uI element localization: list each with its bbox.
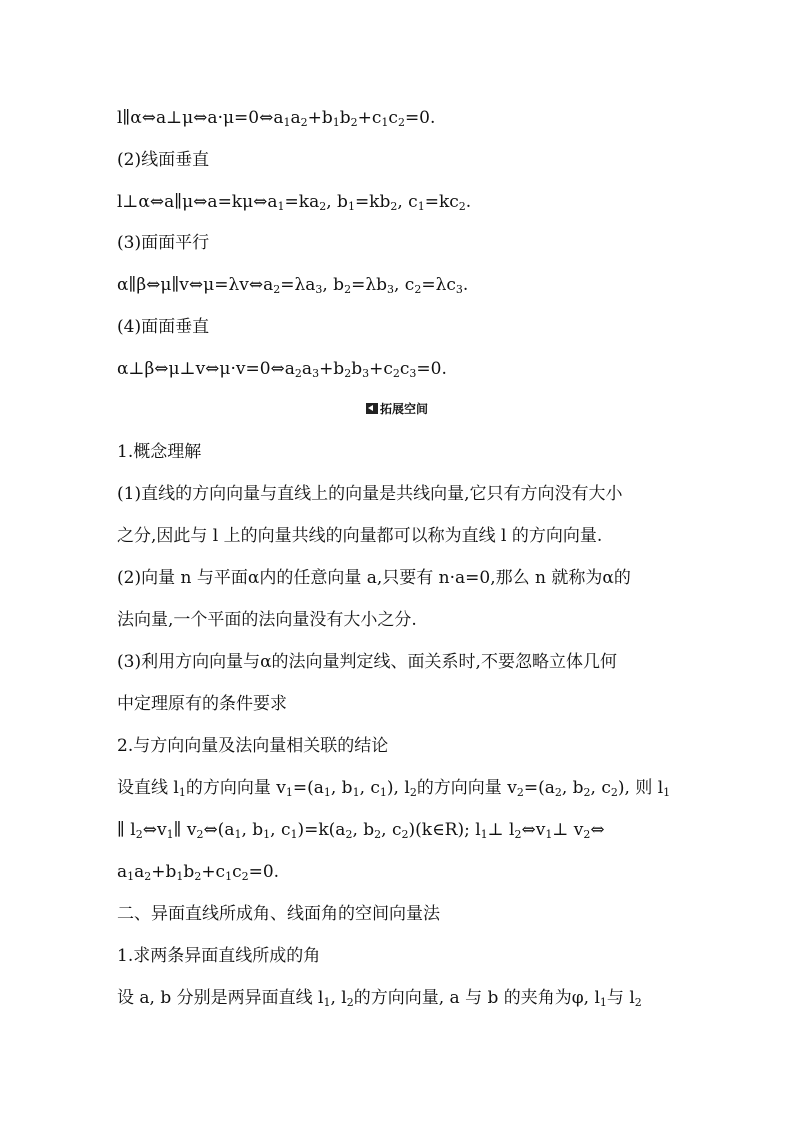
- text-line: [117, 859, 687, 885]
- text-run: (2)线面垂直: [117, 150, 210, 170]
- text-run: , c: [590, 778, 611, 798]
- subscript: 1: [178, 786, 186, 799]
- subscript: 1: [599, 996, 607, 1009]
- subscript: 2: [135, 828, 143, 841]
- text-run: =kc: [424, 192, 459, 212]
- text-run: b: [339, 108, 351, 128]
- text-line: [117, 691, 687, 717]
- text-run: , b: [352, 820, 375, 840]
- text-run: .: [462, 275, 469, 295]
- text-line: [117, 775, 687, 801]
- subscript: 3: [409, 367, 417, 380]
- subscript: 1: [234, 828, 242, 841]
- subscript: 1: [663, 786, 671, 799]
- text-run: a: [134, 862, 145, 882]
- text-run: , b: [322, 275, 345, 295]
- subscript: 1: [285, 786, 293, 799]
- text-run: a: [290, 108, 301, 128]
- subscript: 1: [323, 996, 331, 1009]
- subscript: 2: [345, 828, 353, 841]
- text-run: , c: [393, 275, 415, 295]
- subscript: 2: [196, 828, 204, 841]
- subscript: 3: [362, 367, 370, 380]
- text-run: , b: [326, 192, 348, 212]
- subscript: 2: [610, 786, 618, 799]
- subscript: 1: [417, 200, 425, 213]
- subscript: 2: [241, 870, 249, 883]
- subscript: 1: [166, 828, 174, 841]
- text-line: [117, 481, 687, 507]
- text-line: [117, 565, 687, 591]
- text-run: 2.与方向向量及法向量相关联的结论: [117, 736, 389, 756]
- text-run: ), 则 l: [617, 778, 664, 798]
- subscript: 1: [347, 200, 355, 213]
- text-run: , b: [241, 820, 264, 840]
- text-run: =λb: [351, 275, 387, 295]
- subscript: 3: [312, 367, 320, 380]
- text-run: b: [351, 359, 363, 379]
- text-run: , c: [359, 778, 380, 798]
- text-run: 1.概念理解: [117, 442, 202, 462]
- text-run: 设 a, b 分别是两异面直线 l: [117, 988, 324, 1008]
- text-run: .: [465, 192, 472, 212]
- text-line: [117, 817, 687, 843]
- subscript: 2: [392, 367, 400, 380]
- text-run: ⇔(a: [203, 820, 235, 840]
- subscript: 2: [344, 367, 352, 380]
- text-run: , b: [330, 778, 353, 798]
- text-run: +c: [357, 108, 382, 128]
- text-run: (4)面面垂直: [117, 317, 210, 337]
- section-heading: [117, 943, 687, 969]
- subscript: 1: [127, 870, 135, 883]
- text-run: 设直线 l: [117, 778, 179, 798]
- text-run: =ka: [284, 192, 320, 212]
- text-line: [117, 105, 687, 131]
- text-run: +b: [319, 359, 345, 379]
- text-run: 之分,因此与 l 上的向量共线的向量都可以称为直线 l 的方向向量.: [117, 526, 603, 546]
- extension-header: [0, 400, 794, 418]
- text-run: 法向量,一个平面的法向量没有大小之分.: [117, 610, 417, 630]
- text-run: ⇔: [590, 820, 605, 840]
- section-heading: [117, 147, 687, 173]
- text-run: c: [399, 359, 410, 379]
- text-run: ∥ l: [117, 820, 136, 840]
- text-line: [117, 523, 687, 549]
- text-run: =0.: [404, 108, 436, 128]
- subscript: 1: [283, 116, 291, 129]
- text-run: α⊥β⇔μ⊥v⇔μ·v=0⇔a: [117, 359, 295, 379]
- section-heading: [117, 901, 687, 927]
- text-run: +c: [201, 862, 226, 882]
- section-heading: [117, 230, 687, 256]
- text-run: c: [388, 108, 398, 128]
- text-run: )=k(a: [297, 820, 346, 840]
- subscript: 1: [545, 828, 553, 841]
- text-line: [117, 607, 687, 633]
- text-run: , c: [397, 192, 418, 212]
- subscript: 2: [516, 786, 524, 799]
- text-run: +b: [151, 862, 177, 882]
- subscript: 1: [323, 786, 331, 799]
- text-run: ), l: [386, 778, 410, 798]
- subscript: 2: [414, 283, 422, 296]
- subscript: 3: [315, 283, 323, 296]
- text-run: 的方向向量 v: [185, 778, 286, 798]
- subscript: 2: [397, 116, 405, 129]
- text-run: =0.: [416, 359, 447, 379]
- subscript: 1: [277, 200, 285, 213]
- text-run: =(a: [523, 778, 555, 798]
- subscript: 2: [374, 828, 382, 841]
- subscript: 2: [583, 786, 591, 799]
- subscript: 2: [144, 870, 152, 883]
- text-run: (1)直线的方向向量与直线上的向量是共线向量,它只有方向没有大小: [117, 484, 623, 504]
- subscript: 2: [350, 116, 358, 129]
- text-run: c: [232, 862, 242, 882]
- text-run: , b: [561, 778, 584, 798]
- text-run: ⇔v: [521, 820, 546, 840]
- text-line: [117, 649, 687, 675]
- section-heading: [117, 733, 687, 759]
- subscript: 1: [480, 828, 488, 841]
- subscript: 1: [379, 786, 387, 799]
- text-run: , c: [381, 820, 402, 840]
- text-run: a: [117, 862, 128, 882]
- subscript: 2: [319, 200, 327, 213]
- subscript: 2: [390, 200, 398, 213]
- text-run: 的方向向量 v: [416, 778, 517, 798]
- text-line: [117, 189, 687, 215]
- text-run: l⊥α⇔a∥μ⇔a=kμ⇔a: [117, 192, 278, 212]
- text-run: (2)向量 n 与平面α内的任意向量 a,只要有 n·a=0,那么 n 就称为α的: [117, 568, 631, 588]
- text-run: =λc: [421, 275, 456, 295]
- text-run: 1.求两条异面直线所成的角: [117, 946, 321, 966]
- subscript: 2: [458, 200, 466, 213]
- subscript: 2: [294, 367, 302, 380]
- text-run: =(a: [292, 778, 324, 798]
- text-run: 的方向向量, a 与 b 的夹角为φ, l: [353, 988, 600, 1008]
- text-run: 中定理原有的条件要求: [117, 694, 287, 714]
- subscript: 1: [332, 116, 340, 129]
- subscript: 1: [381, 116, 389, 129]
- speaker-icon: [366, 403, 378, 414]
- text-run: l∥α⇔a⊥μ⇔a·μ=0⇔a: [117, 108, 284, 128]
- text-run: =0.: [248, 862, 280, 882]
- subscript: 2: [300, 116, 308, 129]
- text-line: [117, 272, 687, 298]
- subscript: 2: [401, 828, 409, 841]
- section-heading: [117, 439, 687, 465]
- subscript: 1: [225, 870, 233, 883]
- subscript: 3: [386, 283, 394, 296]
- text-run: =λa: [280, 275, 316, 295]
- subscript: 2: [344, 283, 352, 296]
- text-line: [117, 985, 687, 1011]
- subscript: 2: [514, 828, 522, 841]
- subscript: 2: [273, 283, 281, 296]
- subscript: 2: [554, 786, 562, 799]
- subscript: 2: [634, 996, 642, 1009]
- subscript: 1: [176, 870, 184, 883]
- subscript: 2: [346, 996, 354, 1009]
- text-run: 二、异面直线所成角、线面角的空间向量法: [117, 904, 440, 924]
- text-run: ∥ v: [173, 820, 197, 840]
- text-run: b: [183, 862, 195, 882]
- text-run: ⇔v: [142, 820, 167, 840]
- text-run: =kb: [354, 192, 391, 212]
- subscript: 3: [455, 283, 463, 296]
- text-run: , c: [270, 820, 291, 840]
- text-run: (3)面面平行: [117, 233, 210, 253]
- subscript: 2: [409, 786, 417, 799]
- text-run: ⊥ v: [552, 820, 584, 840]
- subscript: 1: [352, 786, 360, 799]
- text-run: a: [301, 359, 313, 379]
- subscript: 2: [194, 870, 202, 883]
- text-run: +b: [307, 108, 333, 128]
- subscript: 2: [583, 828, 591, 841]
- text-run: , l: [330, 988, 347, 1008]
- extension-header-label: 拓展空间: [379, 402, 428, 416]
- subscript: 1: [290, 828, 298, 841]
- subscript: 1: [263, 828, 271, 841]
- text-run: (3)利用方向向量与α的法向量判定线、面关系时,不要忽略立体几何: [117, 652, 617, 672]
- text-run: α∥β⇔μ∥v⇔μ=λv⇔a: [117, 275, 274, 295]
- section-heading: [117, 314, 687, 340]
- text-run: )(k∈R); l: [408, 820, 481, 840]
- text-line: [117, 356, 687, 382]
- text-run: +c: [369, 359, 393, 379]
- text-run: ⊥ l: [487, 820, 515, 840]
- text-run: 与 l: [606, 988, 635, 1008]
